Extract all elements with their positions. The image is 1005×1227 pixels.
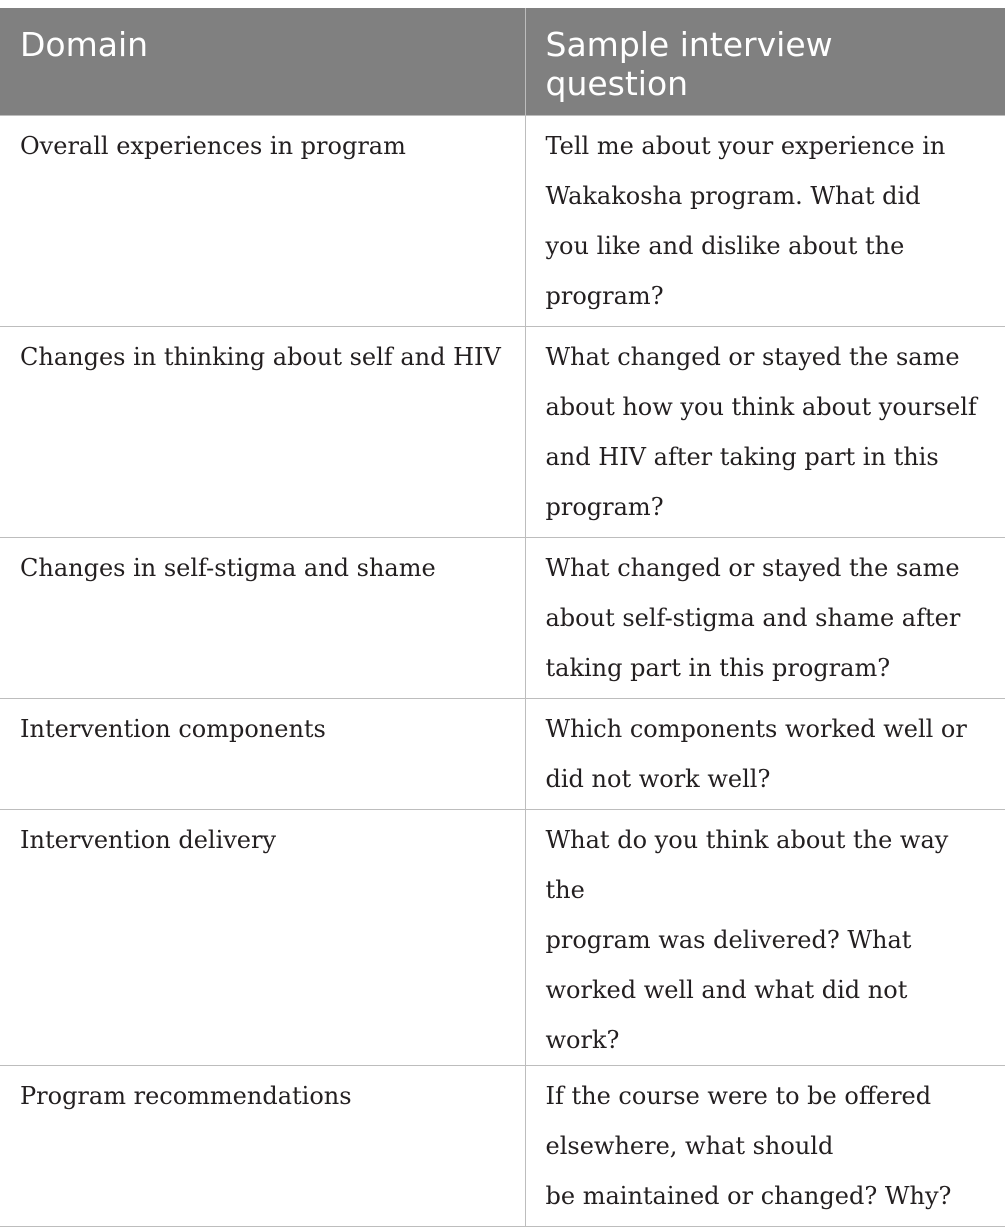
domain-cell: Program recommendations <box>0 1066 525 1227</box>
domain-cell: Intervention components <box>0 699 525 810</box>
question-cell: What do you think about the way the program was delivered? What worked well and what did not work? <box>525 810 1005 1066</box>
table-row <box>0 538 1005 699</box>
domain-cell: Changes in self-stigma and shame <box>0 538 525 699</box>
domain-cell: Overall experiences in program <box>0 116 525 327</box>
interview-questions-table <box>0 8 1005 1227</box>
question-cell: What changed or stayed the same about self-stigma and shame after taking part in this program? <box>525 538 1005 699</box>
table-row <box>0 810 1005 1066</box>
table-row <box>0 327 1005 538</box>
header-domain: Domain <box>0 8 525 116</box>
table-row <box>0 116 1005 327</box>
table-row <box>0 699 1005 810</box>
domain-cell: Intervention delivery <box>0 810 525 1066</box>
question-cell: What changed or stayed the same about how you think about yourself and HIV after taking part in this program? <box>525 327 1005 538</box>
table-header <box>0 8 1005 116</box>
question-cell: If the course were to be offered elsewhere, what should be maintained or changed? Why? <box>525 1066 1005 1227</box>
domain-cell: Changes in thinking about self and HIV <box>0 327 525 538</box>
question-cell: Tell me about your experience in Wakakosha program. What did you like and dislike about the program? <box>525 116 1005 327</box>
question-cell: Which components worked well or did not work well? <box>525 699 1005 810</box>
header-question: Sample interview question <box>525 8 1005 116</box>
header-row <box>0 8 1005 116</box>
table-row <box>0 1066 1005 1227</box>
table-body <box>0 116 1005 1227</box>
